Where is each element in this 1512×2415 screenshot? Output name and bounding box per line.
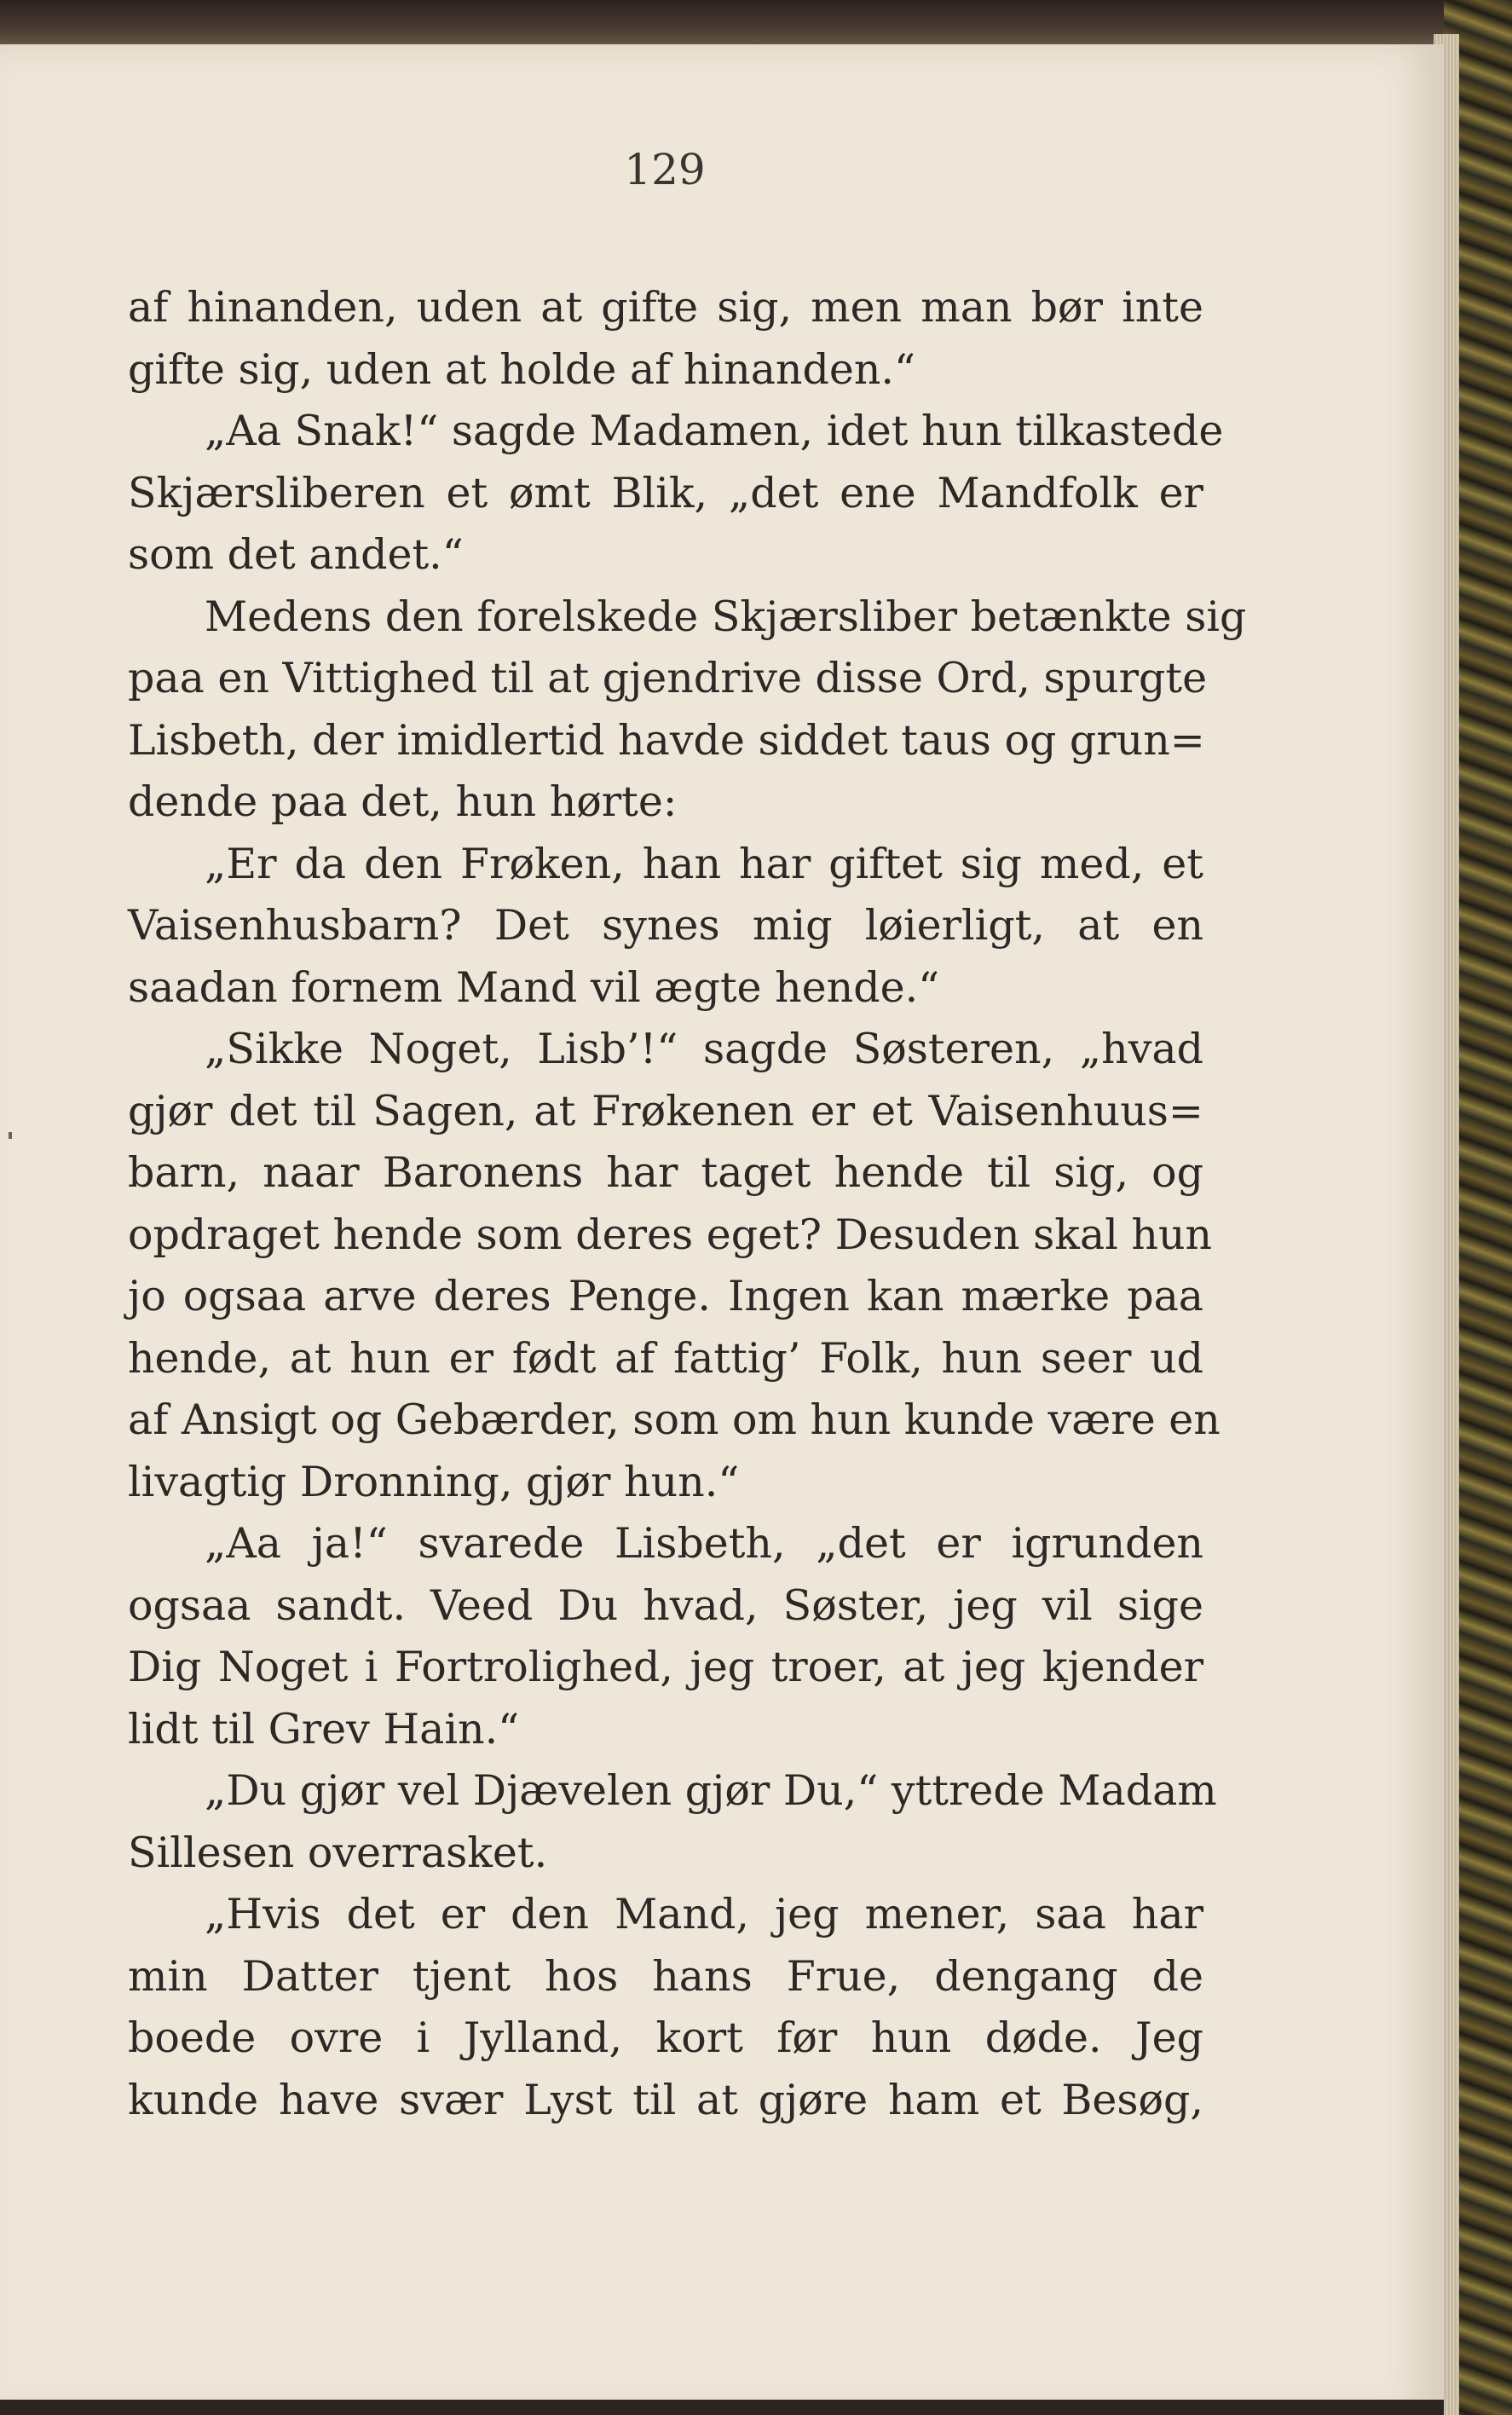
page-number: 129: [624, 145, 706, 194]
text-line: hende, at hun er født af fattig’ Folk, hun seer ud: [128, 1333, 1203, 1383]
text-line: gifte sig, uden at holde af hinanden.“: [128, 344, 916, 394]
book-bottom-edge: [0, 2400, 1444, 2415]
text-line: „Hvis det er den Mand, jeg mener, saa har: [205, 1890, 1203, 1938]
text-line: „Du gjør vel Djævelen gjør Du,“ yttrede Madam: [205, 1766, 1217, 1815]
text-line: „Er da den Frøken, han har giftet sig med, et: [205, 839, 1203, 888]
text-line: „Aa Snak!“ sagde Madamen, idet hun tilkastede: [205, 407, 1224, 455]
text-line: Dig Noget i Fortrolighed, jeg troer, at jeg kjender: [128, 1643, 1203, 1691]
book-spine-top: [0, 0, 1512, 48]
text-line: Sillesen overrasket.: [128, 1828, 548, 1877]
text-line: Medens den forelskede Skjærsliber betænkte sig: [205, 592, 1247, 641]
text-line: „Sikke Noget, Lisb’!“ sagde Søsteren, „hvad: [205, 1025, 1203, 1073]
text-line: min Datter tjent hos hans Frue, dengang de: [128, 1951, 1203, 2001]
margin-speck: [9, 1132, 12, 1139]
text-line: Vaisenhusbarn? Det synes mig løierligt, at en: [128, 901, 1203, 950]
text-line: Lisbeth, der imidlertid havde siddet taus og grun=: [128, 715, 1205, 765]
text-line: gjør det til Sagen, at Frøkenen er et Vaisenhuus=: [128, 1086, 1203, 1135]
text-line: Skjærsliberen et ømt Blik, „det ene Mandfolk er: [128, 468, 1203, 517]
text-line: livagtig Dronning, gjør hun.“: [128, 1457, 740, 1506]
text-line: opdraget hende som deres eget? Desuden skal hun: [128, 1210, 1213, 1259]
text-line: barn, naar Baronens har taget hende til sig, og: [128, 1148, 1203, 1197]
text-line: kunde have svær Lyst til at gjøre ham et Besøg,: [128, 2075, 1203, 2124]
text-line: boede ovre i Jylland, kort før hun døde. Jeg: [128, 2013, 1203, 2062]
text-line: af hinanden, uden at gifte sig, men man bør inte: [128, 283, 1203, 332]
text-line: lidt til Grev Hain.“: [128, 1704, 520, 1753]
text-line: som det andet.“: [128, 530, 464, 579]
text-line: dende paa det, hun hørte:: [128, 777, 678, 826]
text-line: jo ogsaa arve deres Penge. Ingen kan mærke paa: [128, 1272, 1203, 1320]
text-line: „Aa ja!“ svarede Lisbeth, „det er igrunden: [205, 1519, 1203, 1568]
text-line: saadan fornem Mand vil ægte hende.“: [128, 962, 940, 1012]
text-line: af Ansigt og Gebærder, som om hun kunde være en: [128, 1395, 1221, 1444]
page-body-text: [128, 277, 1247, 2131]
text-line: paa en Vittighed til at gjendrive disse Ord, spurgte: [128, 654, 1208, 702]
text-line: ogsaa sandt. Veed Du hvad, Søster, jeg vil sige: [128, 1580, 1203, 1630]
